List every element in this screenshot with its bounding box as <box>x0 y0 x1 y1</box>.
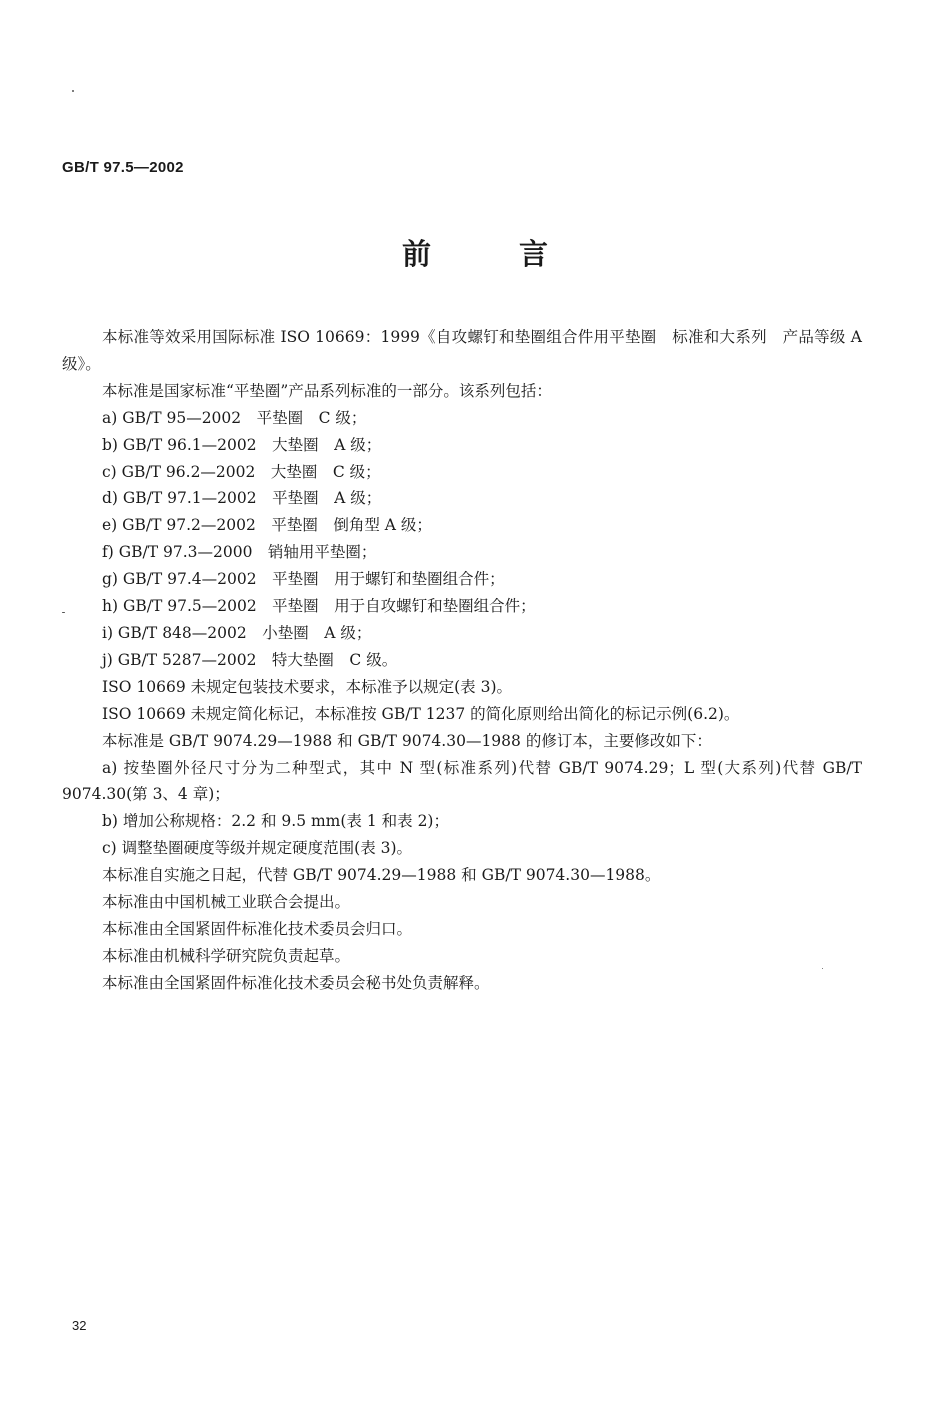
paragraph: ISO 10669 未规定包装技术要求，本标准予以规定(表 3)。 <box>102 677 512 696</box>
list-item: a) GB/T 95—2002 平垫圈 C 级； <box>102 408 367 427</box>
paragraph: 本标准自实施之日起，代替 GB/T 9074.29—1988 和 GB/T 9074.30—1988。 <box>102 866 661 885</box>
list-item: g) GB/T 97.4—2002 平垫圈 用于螺钉和垫圈组合件； <box>102 570 505 589</box>
standard-number: GB/T 97.5—2002 <box>62 159 184 176</box>
list-item: h) GB/T 97.5—2002 平垫圈 用于自攻螺钉和垫圈组合件； <box>102 597 536 616</box>
list-item: d) GB/T 97.1—2002 平垫圈 A 级； <box>102 489 382 508</box>
paragraph: 本标准由机械科学研究院负责起草。 <box>102 946 351 965</box>
paragraph: 本标准由全国紧固件标准化技术委员会归口。 <box>102 919 413 938</box>
scan-speck <box>72 90 74 92</box>
list-item: b) 增加公称规格：2.2 和 9.5 mm(表 1 和表 2)； <box>102 812 449 831</box>
paragraph: 本标准由全国紧固件标准化技术委员会秘书处负责解释。 <box>102 973 490 992</box>
list-item: f) GB/T 97.3—2000 销轴用平垫圈； <box>102 543 377 562</box>
paragraph: ISO 10669 未规定简化标记，本标准按 GB/T 1237 的简化原则给出简化的标记示例(6.2)。 <box>102 704 740 723</box>
paragraph: 本标准等效采用国际标准 ISO 10669：1999《自攻螺钉和垫圈组合件用平垫圈 标准和大系列 产品等级 A 级》。 <box>62 328 862 373</box>
list-item: i) GB/T 848—2002 小垫圈 A 级； <box>102 623 372 642</box>
page-title: 前言 <box>401 237 636 271</box>
list-item: e) GB/T 97.2—2002 平垫圈 倒角型 A 级； <box>102 516 432 535</box>
paragraph: 本标准是 GB/T 9074.29—1988 和 GB/T 9074.30—1988 的修订本，主要修改如下： <box>102 731 712 750</box>
list-item: b) GB/T 96.1—2002 大垫圈 A 级； <box>102 435 382 454</box>
paragraph: 本标准由中国机械工业联合会提出。 <box>102 893 351 912</box>
foreword-body <box>62 324 862 997</box>
list-item: a) 按垫圈外径尺寸分为二种型式，其中 N 型(标准系列)代替 GB/T 9074.29；L 型(大系列)代替 GB/T 9074.30(第 3、4 章)； <box>62 758 862 804</box>
paragraph: 本标准是国家标准“平垫圈”产品系列标准的一部分。该系列包括： <box>102 381 552 400</box>
list-item: c) GB/T 96.2—2002 大垫圈 C 级； <box>102 462 381 481</box>
list-item: c) 调整垫圈硬度等级并规定硬度范围(表 3)。 <box>102 839 413 858</box>
page-number: 32 <box>72 1318 87 1333</box>
list-item: j) GB/T 5287—2002 特大垫圈 C 级。 <box>102 650 398 669</box>
